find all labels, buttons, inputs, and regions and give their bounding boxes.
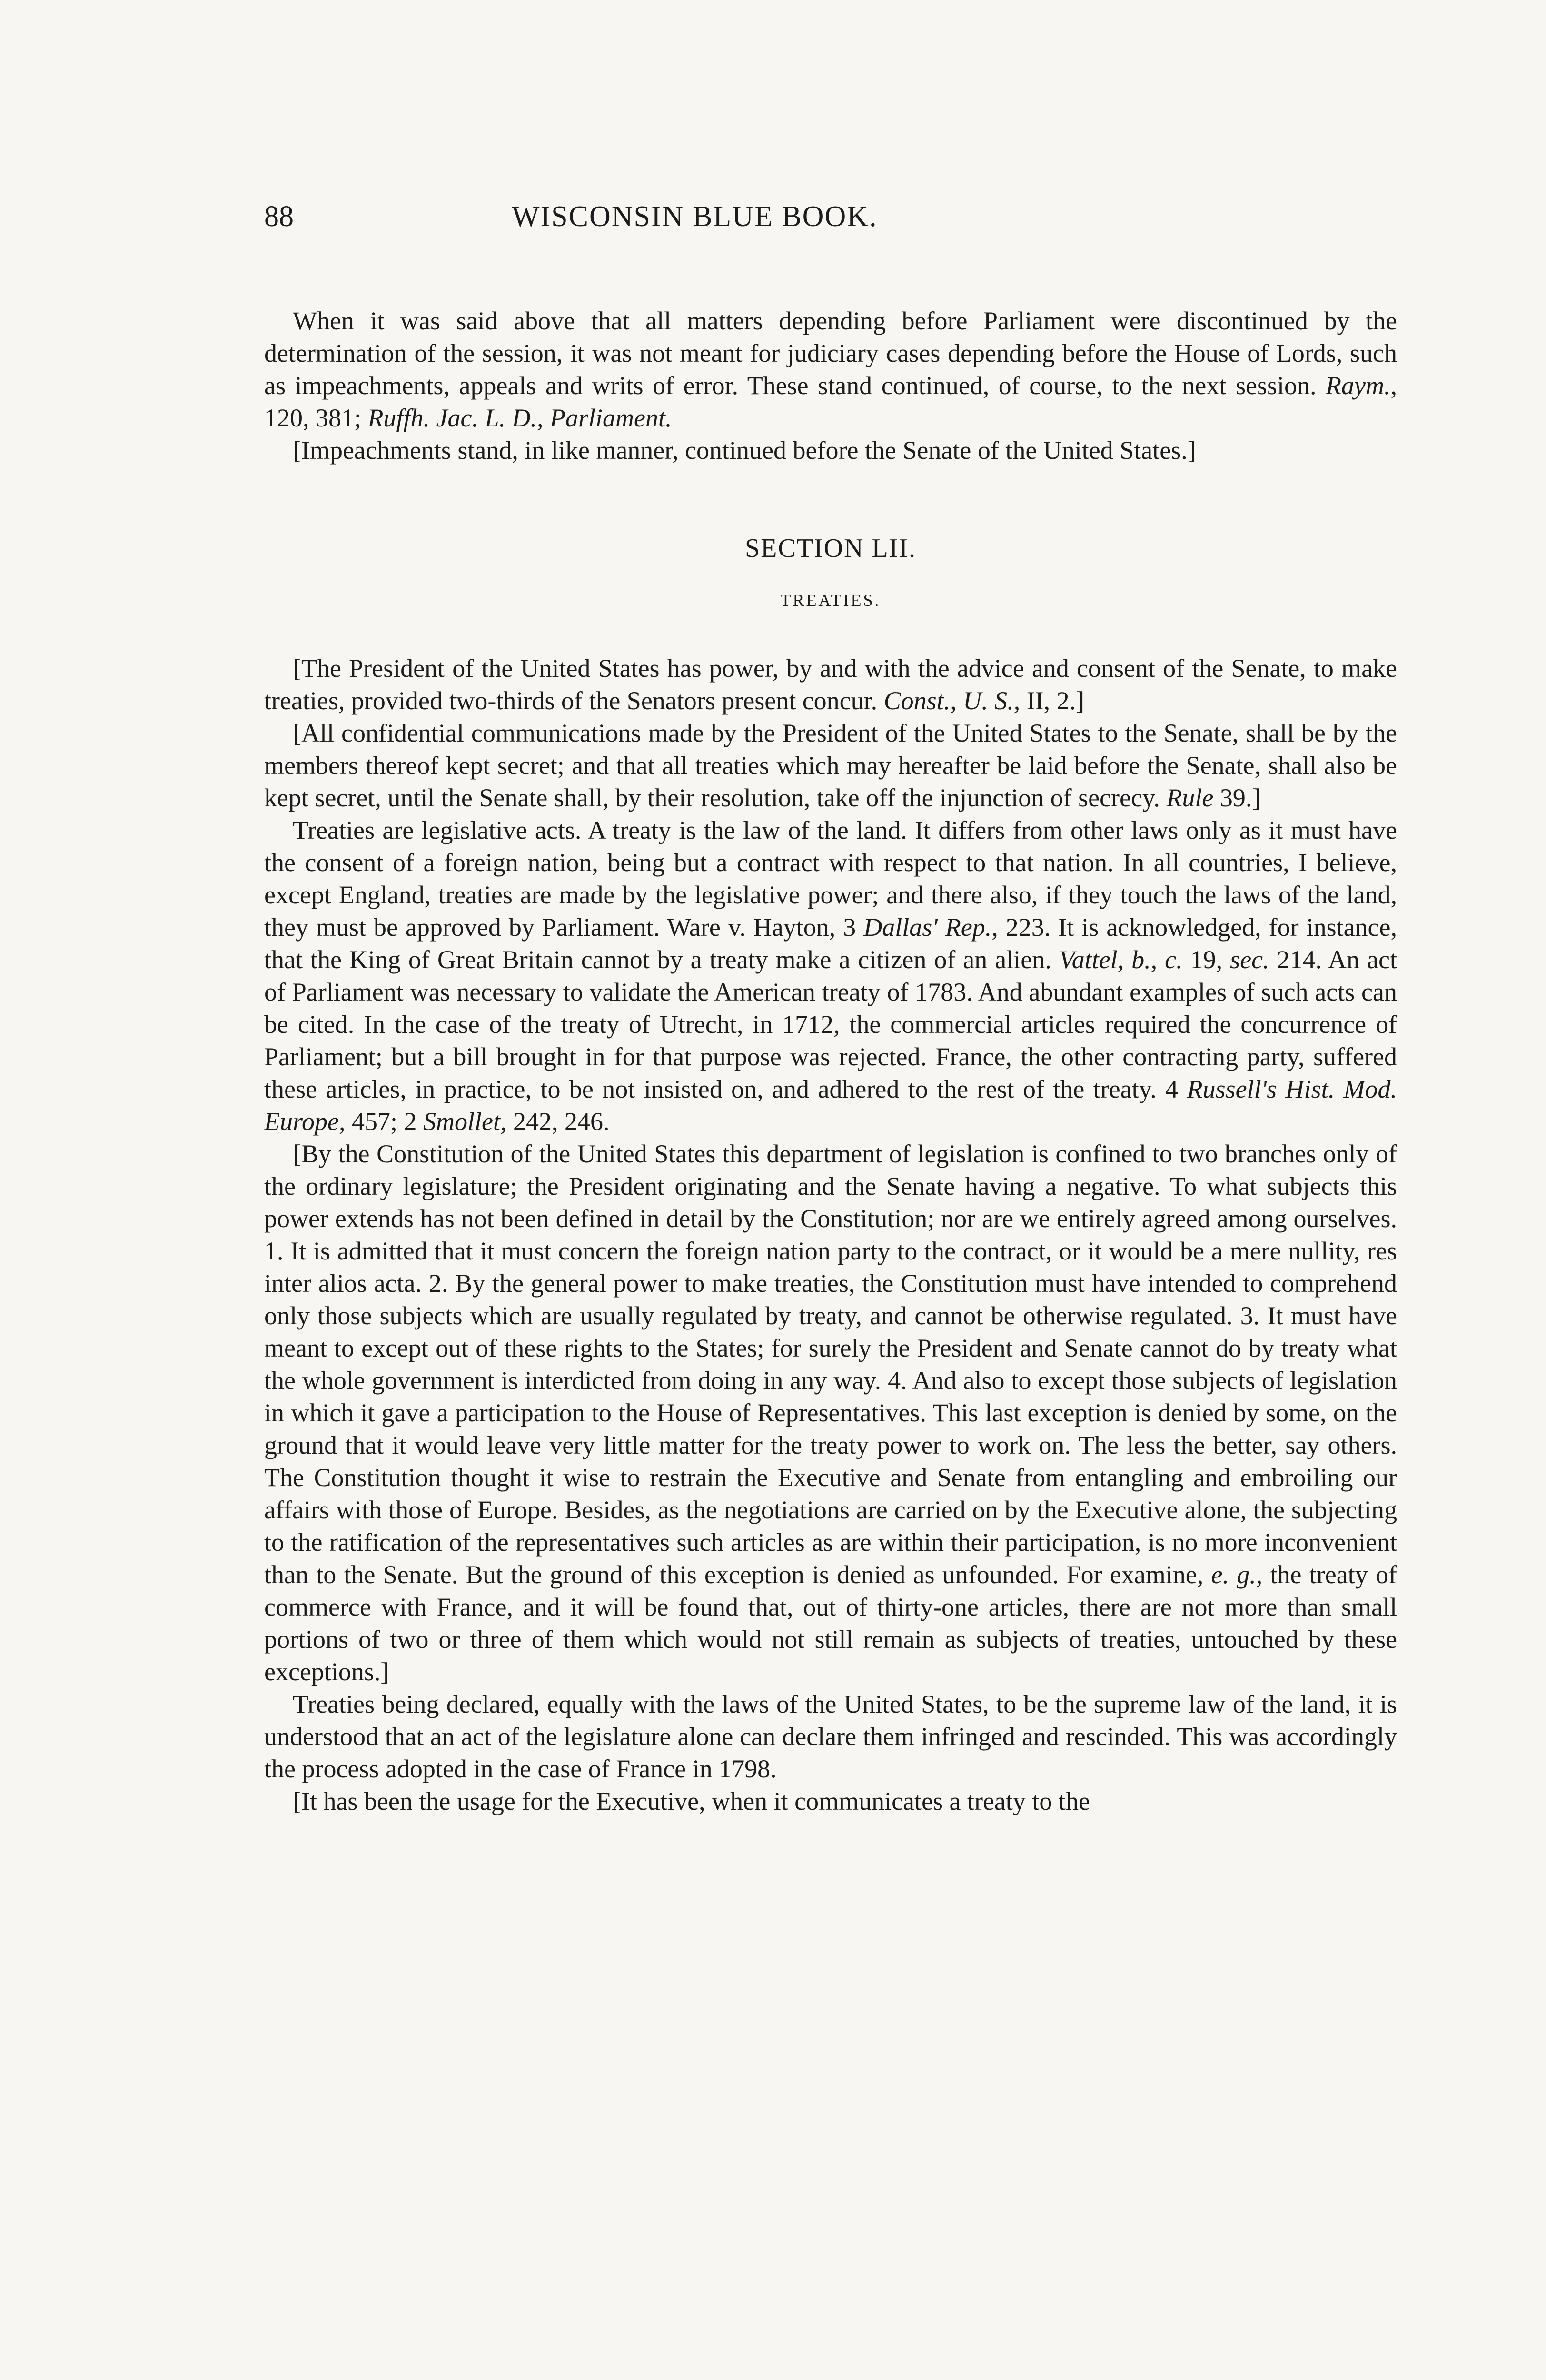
paragraph <box>264 717 1397 814</box>
paragraph-text: [It has been the usage for the Executive, when it communicates a treaty to the <box>293 1787 1090 1815</box>
paragraph <box>264 1138 1397 1688</box>
paragraph-text: , 120, 381; <box>264 371 1397 432</box>
citation-text: Rule <box>1166 783 1214 812</box>
paragraph-text: , 223. It is acknowledged, for instance, that the King of Great Britain cannot by a treaty make a citizen of an alien. <box>264 913 1397 974</box>
citation-text: Russell's Hist. Mod. Europe, <box>264 1075 1397 1136</box>
citation-text: Ruffh. Jac. L. D., Parliament. <box>367 404 672 432</box>
citation-text: Vattel, b., c. <box>1059 945 1183 974</box>
paragraph-text: 242, 246. <box>506 1107 610 1136</box>
paragraph <box>264 1688 1397 1785</box>
section-subheading: TREATIES. <box>780 591 881 610</box>
citation-text: Const., U. S., <box>883 686 1021 715</box>
paragraph-text: 19, <box>1182 945 1230 974</box>
citation-text: sec. <box>1230 945 1269 974</box>
citation-text: Dallas' Rep. <box>863 913 992 942</box>
intro-text <box>264 305 1397 466</box>
paragraph <box>264 434 1397 466</box>
paragraph-text: 39.] <box>1213 783 1261 812</box>
citation-text: e. g., <box>1211 1560 1263 1589</box>
paragraph-text: the treaty of commerce with France, and it will be found that, out of thirty-one articles, there are not more than small portions of two or three of them which would not still remain as subjects of treaties, untouched by these exceptions.] <box>264 1560 1397 1686</box>
paragraph-text: [By the Constitution of the United States this department of legislation is confined to two branches only of the ordinary legislature; the President originating and the Senate having a negative. To what subjects this power extends has not been defined in detail by the Constitution; nor are we entirely agreed among ourselves. 1. It is admitted that it must concern the foreign nation party to the contract, or it would be a mere nullity, res inter alios acta. 2. By the general power to make treaties, the Constitution must have intended to comprehend only those subjects which are usually regulated by treaty, and cannot be otherwise regulated. 3. It must have meant to except out of these rights to the States; for surely the President and Senate cannot do by treaty what the whole government is interdicted from doing in any way. 4. And also to except those subjects of legislation in which it gave a participation to the House of Representatives. This last exception is denied by some, on the ground that it would leave very little matter for the treaty power to work on. The less the better, say others. The Constitution thought it wise to restrain the Executive and Senate from entangling and embroiling our affairs with those of Europe. Besides, as the negotiations are carried on by the Executive alone, the subjecting to the ratification of the representatives such articles as are within their participation, is no more inconvenient than to the Senate. But the ground of this exception is denied as unfounded. For examine, <box>264 1140 1397 1589</box>
paragraph <box>264 652 1397 717</box>
paragraph-text: [All confidential communications made by the President of the United States to the Senate, shall be by the members thereof kept secret; and that all treaties which may hereafter be laid before the Senate, shall also be kept secret, until the Senate shall, by their resolution, take off the injunction of secrecy. <box>264 719 1397 812</box>
paragraph-text: 457; 2 <box>345 1107 423 1136</box>
document-page <box>264 200 1397 1817</box>
paragraph-text: [Impeachments stand, in like manner, continued before the Senate of the United States.] <box>293 436 1196 465</box>
citation-text: Smollet, <box>423 1107 507 1136</box>
running-title: WISCONSIN BLUE BOOK. <box>512 200 878 233</box>
paragraph-text: II, 2.] <box>1020 686 1085 715</box>
paragraph-text: [The President of the United States has power, by and with the advice and consent of the Senate, to make treaties, provided two-thirds of the Senators present concur. <box>264 654 1397 715</box>
paragraph-text: Treaties are legislative acts. A treaty is the law of the land. It differs from other laws only as it must have the consent of a foreign nation, being but a contract with respect to that nation. In all countries, I believe, except England, treaties are made by the legislative power; and there also, if they touch the laws of the land, they must be approved by Parliament. Ware v. Hayton, 3 <box>264 816 1397 942</box>
paragraph <box>264 305 1397 434</box>
paragraph-text: Treaties being declared, equally with the laws of the United States, to be the supreme law of the land, it is understood that an act of the legislature alone can declare them infringed and rescinded. This was accordingly the process adopted in the case of France in 1798. <box>264 1690 1397 1783</box>
page-number: 88 <box>264 200 294 233</box>
section-body <box>264 652 1397 1817</box>
paragraph-text: 214. An act of Parliament was necessary to validate the American treaty of 1783. And abundant examples of such acts can be cited. In the case of the treaty of Utrecht, in 1712, the commercial articles required the concurrence of Parliament; but a bill brought in for that purpose was rejected. France, the other contracting party, suffered these articles, in practice, to be not insisted on, and adhered to the rest of the treaty. 4 <box>264 945 1397 1103</box>
page-header <box>264 200 1397 252</box>
paragraph <box>264 814 1397 1138</box>
paragraph <box>264 1785 1397 1817</box>
paragraph-text: When it was said above that all matters depending before Parliament were discontinued by the determination of the session, it was not meant for judiciary cases depending before the House of Lords, such as impeachments, appeals and writs of error. These stand continued, of course, to the next session. <box>264 307 1397 400</box>
citation-text: Raym. <box>1326 371 1391 400</box>
section-heading: SECTION LII. <box>745 534 916 563</box>
